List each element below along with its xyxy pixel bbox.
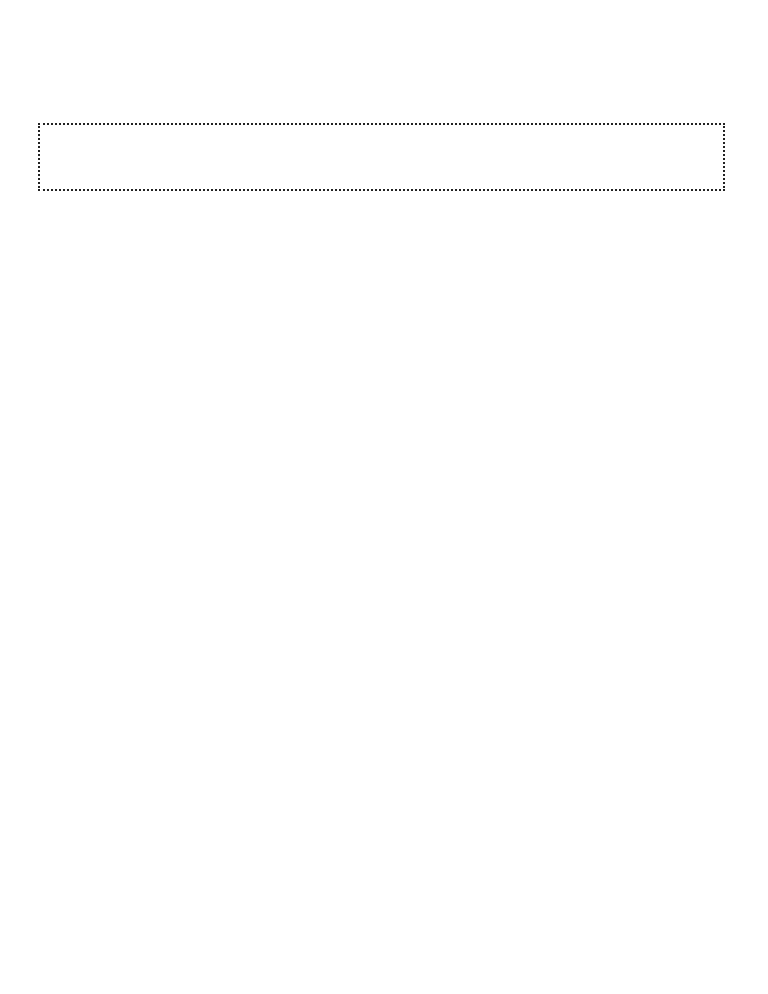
definition-box — [38, 123, 725, 191]
